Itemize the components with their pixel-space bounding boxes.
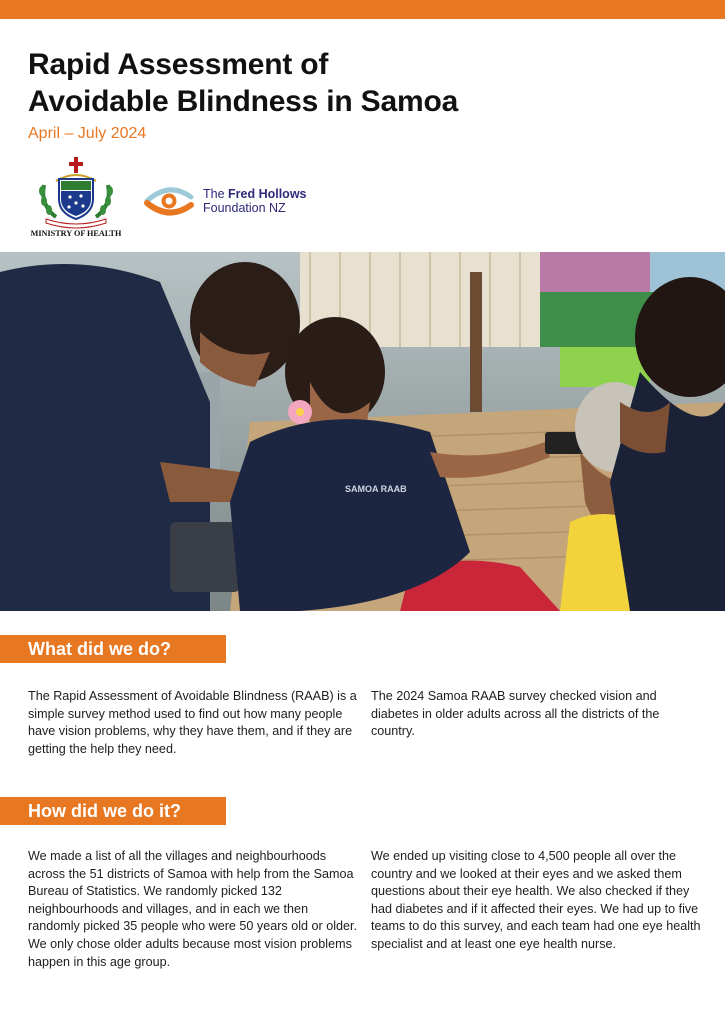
fhf-name-prefix: The: [203, 187, 229, 201]
ministry-of-health-logo: [26, 155, 126, 241]
page-title: [28, 46, 458, 120]
what-right-paragraph: The 2024 Samoa RAAB survey checked vision and diabetes in older adults across all the districts of the country.: [371, 689, 660, 739]
fred-hollows-name: [203, 187, 307, 215]
samoa-coat-of-arms-icon: [26, 155, 126, 229]
field-photo: [0, 252, 725, 611]
fred-hollows-logo: [143, 183, 333, 219]
section-heading-how: How did we do it?: [0, 797, 226, 825]
top-accent-bar: [0, 0, 725, 19]
section-heading-what: What did we do?: [0, 635, 226, 663]
date-range: April – July 2024: [28, 125, 147, 142]
eye-examination-photo: [0, 252, 725, 611]
how-left-paragraph: We made a list of all the villages and neighbourhoods across the 51 districts of Samoa with help from the Samoa Bureau of Statistics. We randomly picked 132 neighbourhoods and villages, and in each we then randomly picked 35 people who were 50 years old or older. We only chose older adults because most vision problems happen in this age group.: [28, 849, 358, 969]
what-left-paragraph: The Rapid Assessment of Avoidable Blindness (RAAB) is a simple survey method used to find out how many people have vision problems, why they have them, and if they are getting the help they need.: [28, 689, 357, 756]
svg-text:SAMOA RAAB: SAMOA RAAB: [345, 484, 407, 494]
title-line-2: Avoidable Blindness in Samoa: [28, 85, 459, 118]
ministry-caption: MINISTRY OF HEALTH: [30, 229, 122, 238]
title-line-1: Rapid Assessment of: [28, 48, 329, 81]
fhf-name-line2: Foundation NZ: [203, 201, 286, 215]
how-right-paragraph: We ended up visiting close to 4,500 people all over the country and we looked at their eyes and we asked them questions about their eye health. We also checked if they had diabetes and if it affected their eyes. We had up to five teams to do this survey, and each team had one eye health specialist and at least one eye health nurse.: [371, 849, 701, 951]
fhf-name-bold: Fred Hollows: [228, 187, 307, 201]
fred-hollows-eye-icon: [143, 183, 195, 219]
